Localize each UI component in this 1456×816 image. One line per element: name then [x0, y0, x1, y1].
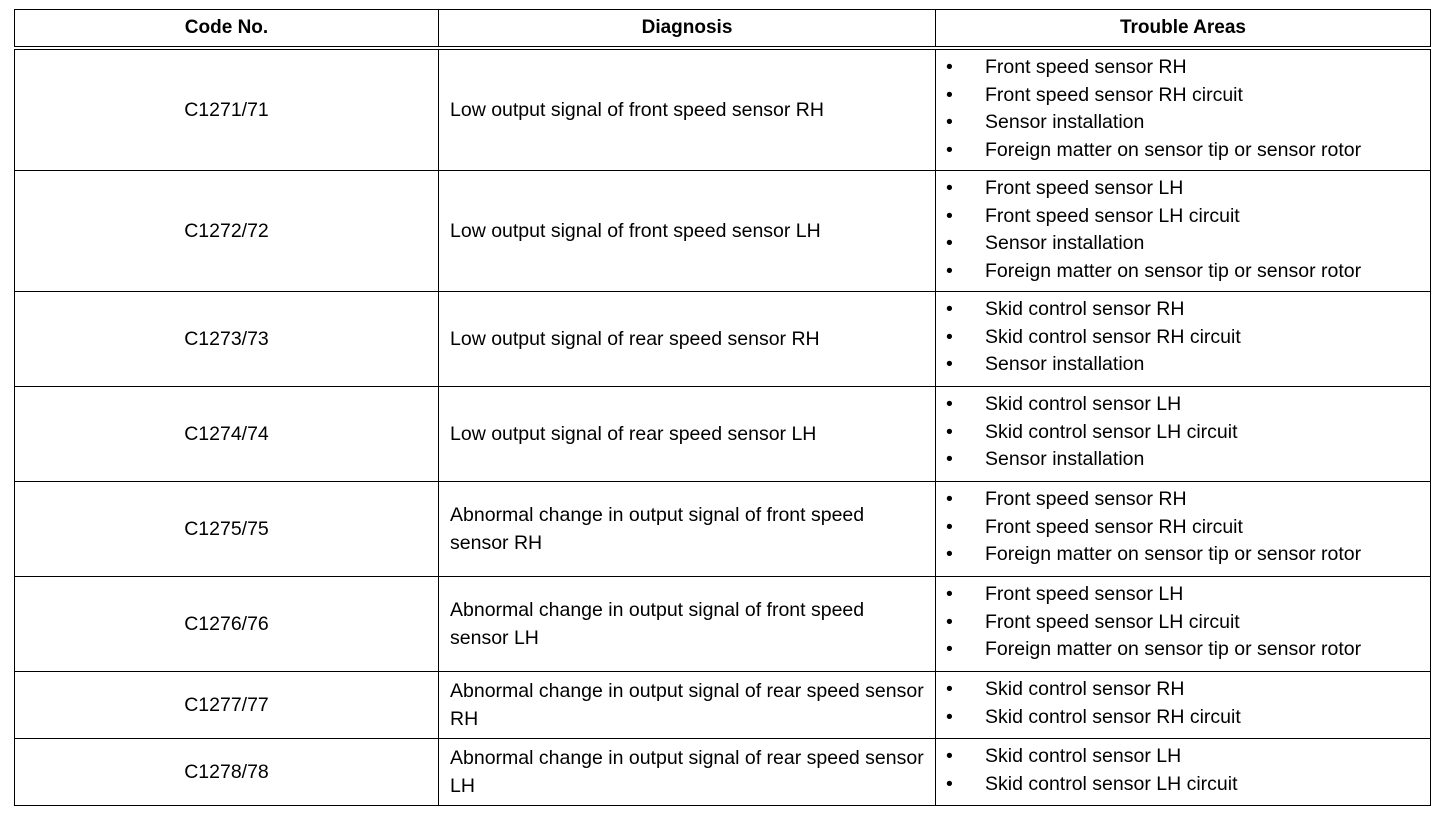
bullet-icon: •	[946, 583, 953, 605]
table-row	[15, 387, 1431, 482]
trouble-area-text: Skid control sensor LH circuit	[985, 772, 1238, 795]
trouble-area-text: Foreign matter on sensor tip or sensor rotor	[985, 139, 1362, 162]
list-item	[936, 446, 1430, 474]
bullet-icon: •	[946, 260, 953, 283]
diagnosis-cell: Abnormal change in output signal of front speed sensor RH	[439, 482, 936, 577]
list-item	[936, 636, 1430, 664]
trouble-areas-list	[936, 54, 1430, 165]
bullet-icon: •	[946, 111, 953, 134]
list-item	[936, 541, 1430, 569]
trouble-area-text: Front speed sensor RH circuit	[985, 83, 1243, 106]
list-item	[936, 203, 1430, 231]
trouble-areas-cell	[936, 577, 1431, 672]
trouble-area-text: Foreign matter on sensor tip or sensor rotor	[985, 543, 1362, 566]
diagnosis-cell: Abnormal change in output signal of rear speed sensor LH	[439, 739, 936, 806]
bullet-icon: •	[946, 745, 953, 767]
bullet-icon: •	[946, 638, 953, 661]
table-row	[15, 292, 1431, 387]
bullet-icon: •	[946, 543, 953, 566]
bullet-icon: •	[946, 705, 953, 728]
list-item	[936, 175, 1430, 203]
bullet-icon: •	[946, 420, 953, 443]
code-cell: C1273/73	[15, 292, 439, 387]
header-row	[15, 10, 1431, 49]
code-cell: C1275/75	[15, 482, 439, 577]
diagnostic-code-table	[14, 9, 1431, 806]
trouble-area-text: Skid control sensor RH	[985, 298, 1185, 320]
table-row	[15, 482, 1431, 577]
trouble-area-text: Skid control sensor LH circuit	[985, 420, 1238, 443]
diagnosis-cell: Low output signal of rear speed sensor RH	[439, 292, 936, 387]
code-cell: C1272/72	[15, 171, 439, 292]
trouble-area-text: Skid control sensor RH circuit	[985, 705, 1241, 728]
list-item	[936, 137, 1430, 165]
trouble-area-text: Front speed sensor RH circuit	[985, 515, 1243, 538]
table-body	[15, 48, 1431, 806]
header-code-no: Code No.	[15, 10, 439, 49]
trouble-areas-list	[936, 581, 1430, 664]
trouble-area-text: Front speed sensor LH	[985, 177, 1184, 199]
bullet-icon: •	[946, 83, 953, 106]
list-item	[936, 258, 1430, 286]
bullet-icon: •	[946, 232, 953, 255]
list-item	[936, 581, 1430, 609]
bullet-icon: •	[946, 139, 953, 162]
bullet-icon: •	[946, 610, 953, 633]
bullet-icon: •	[946, 515, 953, 538]
trouble-area-text: Foreign matter on sensor tip or sensor rotor	[985, 260, 1362, 283]
list-item	[936, 486, 1430, 514]
trouble-areas-list	[936, 296, 1430, 379]
bullet-icon: •	[946, 204, 953, 227]
trouble-area-text: Skid control sensor RH	[985, 678, 1185, 700]
trouble-area-text: Front speed sensor LH	[985, 583, 1184, 605]
code-cell: C1274/74	[15, 387, 439, 482]
trouble-area-text: Front speed sensor LH circuit	[985, 610, 1240, 633]
bullet-icon: •	[946, 488, 953, 510]
trouble-area-text: Sensor installation	[985, 232, 1145, 255]
trouble-areas-list	[936, 486, 1430, 569]
trouble-areas-cell	[936, 48, 1431, 171]
bullet-icon: •	[946, 56, 953, 78]
trouble-areas-list	[936, 743, 1430, 798]
bullet-icon: •	[946, 678, 953, 700]
list-item	[936, 419, 1430, 447]
bullet-icon: •	[946, 177, 953, 199]
list-item	[936, 109, 1430, 137]
table-row	[15, 577, 1431, 672]
bullet-icon: •	[946, 325, 953, 348]
trouble-areas-cell	[936, 171, 1431, 292]
code-cell: C1277/77	[15, 672, 439, 739]
trouble-areas-cell	[936, 387, 1431, 482]
table-header	[15, 10, 1431, 49]
table-row	[15, 171, 1431, 292]
trouble-area-text: Foreign matter on sensor tip or sensor rotor	[985, 638, 1362, 661]
table-row	[15, 672, 1431, 739]
table-row	[15, 739, 1431, 806]
list-item	[936, 771, 1430, 799]
bullet-icon: •	[946, 448, 953, 471]
trouble-area-text: Front speed sensor RH	[985, 56, 1187, 78]
list-item	[936, 676, 1430, 704]
trouble-area-text: Skid control sensor LH	[985, 745, 1182, 767]
trouble-area-text: Front speed sensor LH circuit	[985, 204, 1240, 227]
trouble-area-text: Sensor installation	[985, 448, 1145, 471]
trouble-area-text: Skid control sensor RH circuit	[985, 325, 1241, 348]
list-item	[936, 704, 1430, 732]
header-trouble-areas: Trouble Areas	[936, 10, 1431, 49]
diagnosis-cell: Low output signal of rear speed sensor LH	[439, 387, 936, 482]
list-item	[936, 514, 1430, 542]
trouble-areas-list	[936, 391, 1430, 474]
bullet-icon: •	[946, 298, 953, 320]
trouble-area-text: Skid control sensor LH	[985, 393, 1182, 415]
list-item	[936, 230, 1430, 258]
diagnosis-cell: Abnormal change in output signal of rear speed sensor RH	[439, 672, 936, 739]
bullet-icon: •	[946, 353, 953, 376]
list-item	[936, 54, 1430, 82]
diagnosis-cell: Abnormal change in output signal of front speed sensor LH	[439, 577, 936, 672]
code-cell: C1271/71	[15, 48, 439, 171]
list-item	[936, 296, 1430, 324]
table-row	[15, 48, 1431, 171]
list-item	[936, 324, 1430, 352]
header-diagnosis: Diagnosis	[439, 10, 936, 49]
trouble-area-text: Sensor installation	[985, 353, 1145, 376]
trouble-areas-cell	[936, 292, 1431, 387]
list-item	[936, 391, 1430, 419]
code-cell: C1276/76	[15, 577, 439, 672]
list-item	[936, 82, 1430, 110]
diagnosis-cell: Low output signal of front speed sensor LH	[439, 171, 936, 292]
trouble-areas-cell	[936, 739, 1431, 806]
diagnosis-cell: Low output signal of front speed sensor RH	[439, 48, 936, 171]
trouble-areas-list	[936, 676, 1430, 731]
list-item	[936, 743, 1430, 771]
trouble-areas-list	[936, 175, 1430, 286]
trouble-area-text: Front speed sensor RH	[985, 488, 1187, 510]
list-item	[936, 609, 1430, 637]
diagnostic-code-table-container	[14, 9, 1430, 806]
trouble-area-text: Sensor installation	[985, 111, 1145, 134]
bullet-icon: •	[946, 772, 953, 795]
trouble-areas-cell	[936, 672, 1431, 739]
code-cell: C1278/78	[15, 739, 439, 806]
list-item	[936, 351, 1430, 379]
bullet-icon: •	[946, 393, 953, 415]
trouble-areas-cell	[936, 482, 1431, 577]
